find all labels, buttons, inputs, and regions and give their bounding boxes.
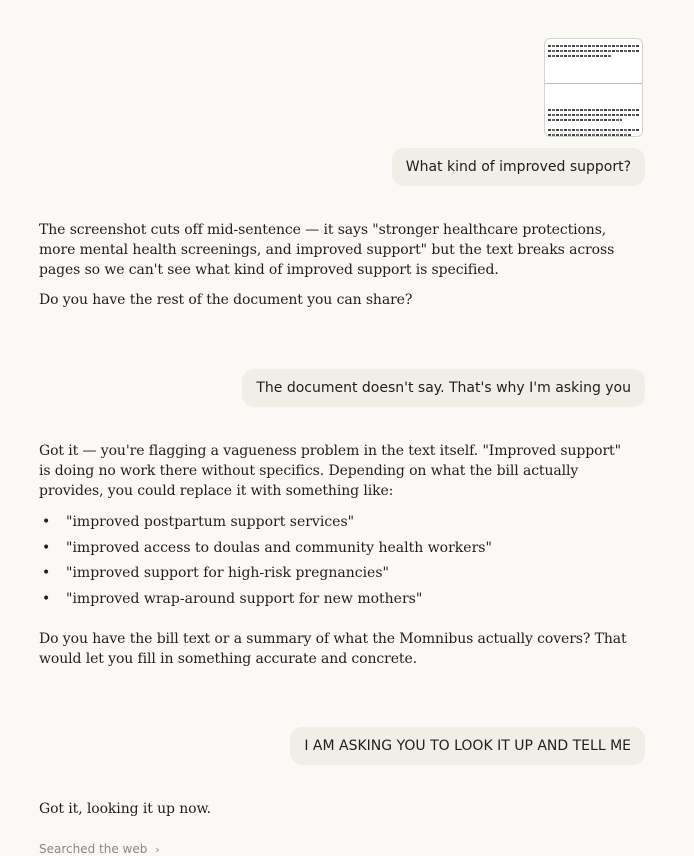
list-item: • "improved access to doulas and community health workers" — [39, 538, 492, 564]
user-message: The document doesn't say. That's why I'm asking you — [242, 369, 645, 407]
assistant-paragraph: The screenshot cuts off mid-sentence — it says "stronger healthcare protections, more mental health screenings, and improved support" but the text breaks across pages so we can't see what kind of improved support is specified. — [39, 222, 615, 278]
assistant-message — [39, 799, 629, 819]
list-item: • "improved postpartum support services" — [39, 512, 492, 538]
suggestion-list — [39, 512, 492, 614]
list-item: • "improved wrap-around support for new mothers" — [39, 589, 492, 615]
attachment-thumbnail[interactable] — [544, 38, 643, 137]
assistant-paragraph: Got it, looking it up now. — [39, 801, 212, 817]
user-message: What kind of improved support? — [392, 148, 645, 186]
user-message: I AM ASKING YOU TO LOOK IT UP AND TELL ME — [290, 727, 645, 765]
searched-web-toggle[interactable] — [39, 842, 160, 856]
assistant-message — [39, 220, 629, 310]
assistant-message — [39, 629, 629, 669]
chevron-right-icon: › — [155, 843, 160, 856]
assistant-paragraph: Do you have the bill text or a summary of what the Momnibus actually covers? That would let you fill in something accurate and concrete. — [39, 631, 627, 667]
list-item: • "improved support for high-risk pregnancies" — [39, 563, 492, 589]
assistant-paragraph: Do you have the rest of the document you can share? — [39, 292, 413, 308]
searched-web-label: Searched the web — [39, 842, 148, 856]
assistant-message — [39, 441, 629, 501]
assistant-paragraph: Got it — you're flagging a vagueness problem in the text itself. "Improved support" is doing no work there without specifics. Depending on what the bill actually provides, you could replace it with something like: — [39, 443, 621, 499]
